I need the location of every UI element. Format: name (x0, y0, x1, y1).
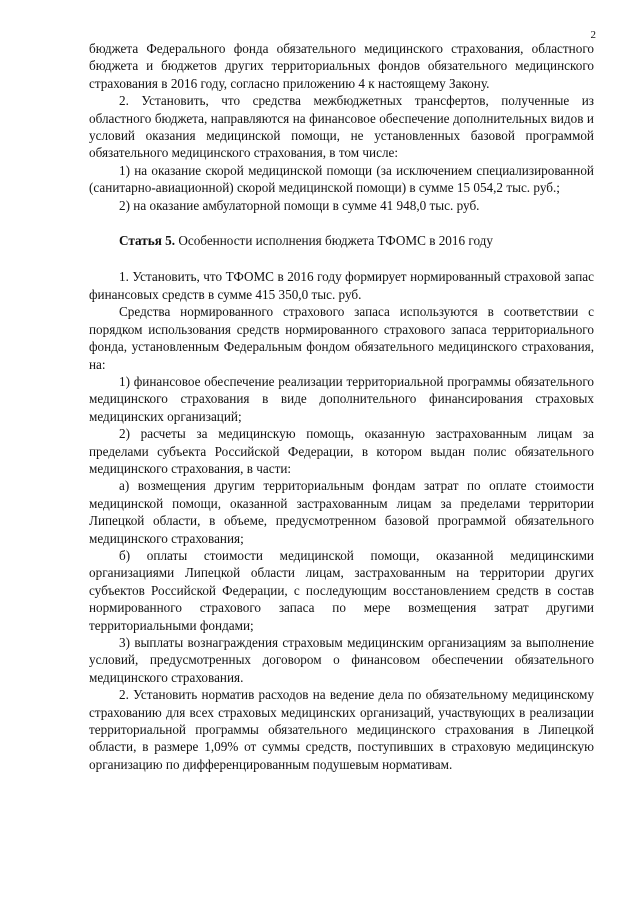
paragraph-clause-2: 2. Установить, что средства межбюджетных трансфертов, полученные из областного бюджета, направляются на финансовое обеспечение дополнительных видов и условий оказания медицинской помощи, не установленных базовой программой обязательного медицинского страхования, в том числе: (89, 93, 594, 161)
paragraph-continuation: бюджета Федерального фонда обязательного медицинского страхования, областного бюджета и бюджетов других территориальных фондов обязательного медицинского страхования в 2016 году, согласно приложению 4 к настоящему Закону. (89, 41, 594, 91)
paragraph-item-1: 1) на оказание скорой медицинской помощи (за исключением специализированной (санитарно-авиационной) скорой медицинской помощи) в сумме 15 054,2 тыс. руб.; (89, 162, 594, 196)
document-body (89, 40, 594, 773)
article-heading (89, 232, 594, 249)
paragraph-art5-item-2: 2) расчеты за медицинскую помощь, оказанную застрахованным лицам за пределами субъекта Российской Федерации, в котором выдан полис обязательного медицинского страхования, в части: (89, 426, 594, 476)
paragraph-art5-clause-2: 2. Установить норматив расходов на ведение дела по обязательному медицинскому страхованию для всех страховых медицинских организаций, участвующих в реализации территориальной программы обязательного медицинского страхования в Липецкой области, в размере 1,09% от суммы средств, поступивших в страховую медицинскую организацию по дифференцированным подушевым нормативам. (89, 687, 594, 772)
paragraph-item-2: 2) на оказание амбулаторной помощи в сумме 41 948,0 тыс. руб. (119, 197, 480, 213)
paragraph-art5-clause-1: 1. Установить, что ТФОМС в 2016 году формирует нормированный страховой запас финансовых средств в сумме 415 350,0 тыс. руб. (89, 269, 594, 302)
article-title: Особенности исполнения бюджета ТФОМС в 2016 году (175, 233, 493, 249)
page-number: 2 (590, 29, 596, 41)
paragraph-art5-item-1: 1) финансовое обеспечение реализации территориальной программы обязательного медицинского страхования в виде дополнительного финансирования страховых медицинских организаций; (89, 373, 594, 424)
paragraph-art5-sub-b: б) оплаты стоимости медицинской помощи, оказанной медицинскими организациями Липецкой области лицам, застрахованным на территории других субъектов Российской Федерации, с последующим восстановлением средств в состав нормированного страхового запаса по мере возмещения затрат другими территориальными фондами; (89, 547, 594, 633)
article-label: Статья 5. (119, 233, 176, 249)
paragraph-art5-item-3: 3) выплаты вознаграждения страховым медицинским организациям за выполнение условий, предусмотренных договором о финансовом обеспечении обязательного медицинского страхования. (89, 635, 594, 685)
paragraph-art5-sub-a: а) возмещения другим территориальным фондам затрат по оплате стоимости медицинской помощи, оказанной застрахованным лицам за пределами территории Липецкой области, в объеме, предусмотренном базовой программой обязательного медицинского страхования; (89, 478, 594, 546)
paragraph-art5-reserve-use: Средства нормированного страхового запаса используются в соответствии с порядком использования средств нормированного страхового запаса территориального фонда, установленным Федеральным фондом обязательного медицинского страхования, на: (89, 304, 594, 372)
